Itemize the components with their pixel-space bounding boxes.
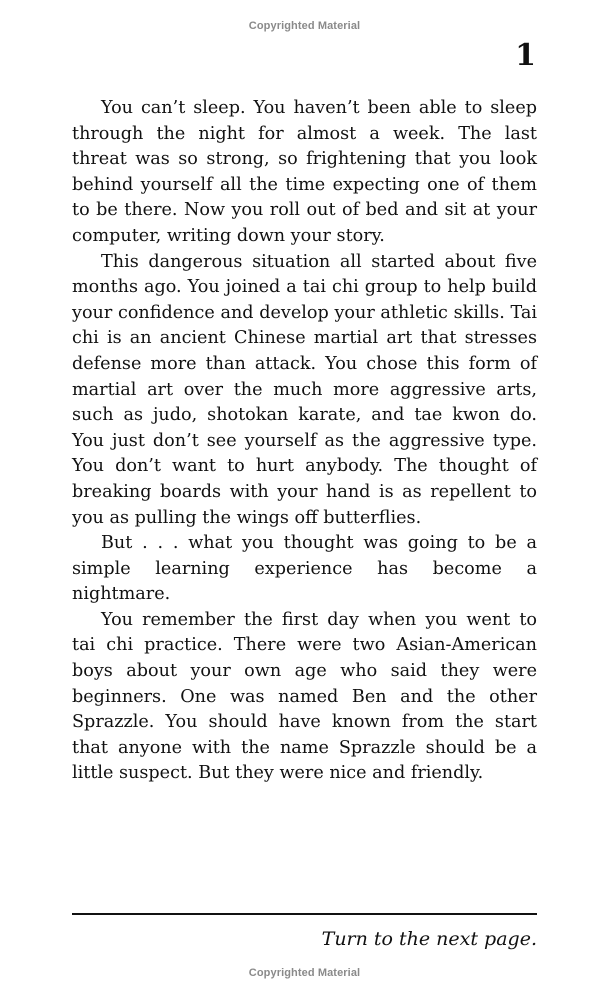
copyright-watermark-top: Copyrighted Material bbox=[248, 20, 361, 32]
paragraph: This dangerous situation all started about five months ago. You joined a tai chi group to help build your confidence and develop your athletic skills. Tai chi is an ancient Chinese martial art that stresses defense more than attack. You chose this form of martial art over the much more aggressive arts, such as judo, shotokan karate, and tae kwon do. You just don’t see yourself as the aggressive type. You don’t want to hurt anybody. The thought of breaking boards with your hand is as repellent to you as pulling the wings off butterflies. bbox=[72, 251, 537, 528]
copyright-watermark-bottom: Copyrighted Material bbox=[248, 967, 361, 979]
chapter-body bbox=[72, 96, 537, 787]
next-page-instruction: Turn to the next page. bbox=[321, 928, 537, 950]
footer-divider bbox=[72, 913, 537, 915]
paragraph: You can’t sleep. You haven’t been able to sleep through the night for almost a week. The last threat was so strong, so frightening that you look behind yourself all the time expecting one of them to be there. Now you roll out of bed and sit at your computer, writing down your story. bbox=[72, 98, 537, 246]
chapter-number: 1 bbox=[515, 38, 536, 73]
paragraph: You remember the first day when you went to tai chi practice. There were two Asian-American boys about your own age who said they were beginners. One was named Ben and the other Sprazzle. You should have known from the start that anyone with the name Sprazzle should be a little suspect. But they were nice and friendly. bbox=[72, 609, 537, 784]
paragraph: But . . . what you thought was going to be a simple learning experience has become a nightmare. bbox=[72, 533, 537, 605]
